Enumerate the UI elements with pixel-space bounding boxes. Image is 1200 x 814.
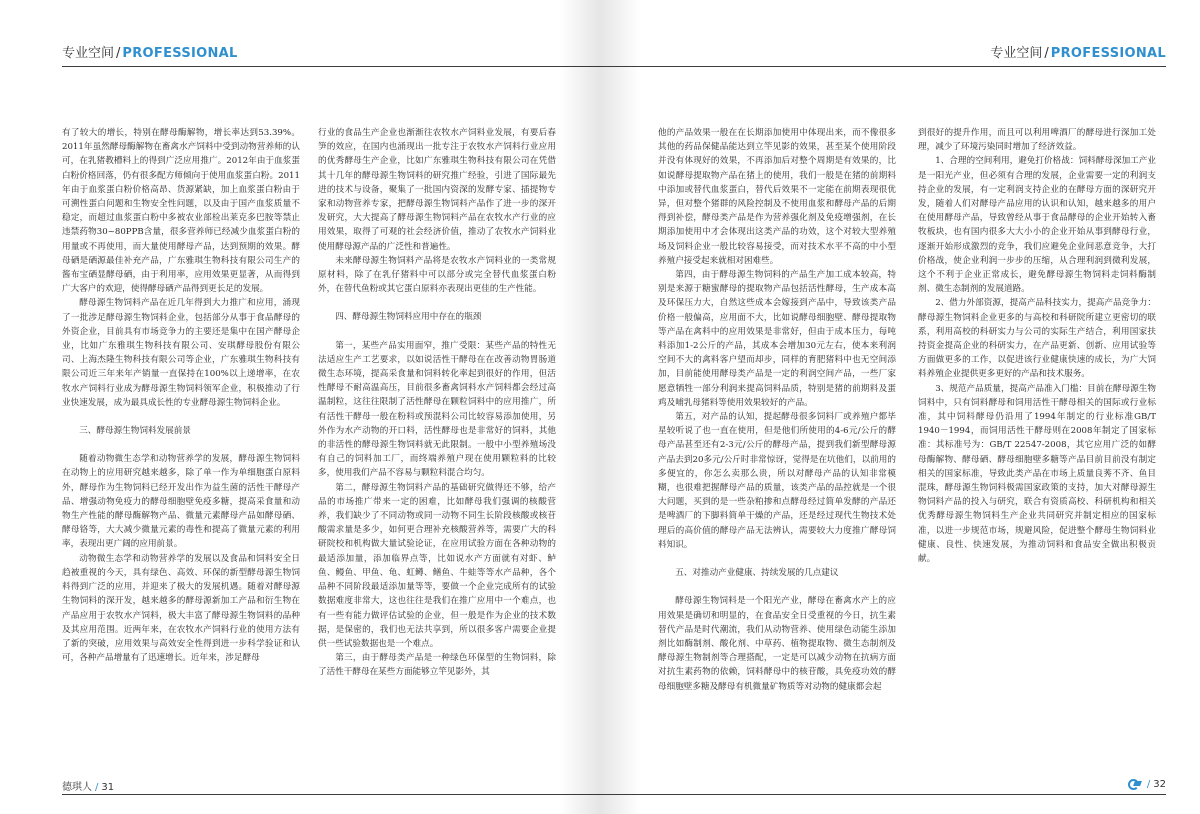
section-heading: 四、酵母源生物饲料应用中存在的瓶颈: [335, 312, 482, 323]
paragraph: 随着动物微生态学和动物营养学的发展，酵母源生物饲料在动物上的应用研究越来越多，除了单一作为单细胞蛋白原料外，酵母作为生物饲料已经开发出作为益生菌的活性干酵母产品、增强动物免疫力的酵母细胞壁免疫多糖，提高采食量和动物生产性能的酵母酶解物产品、微量元素酵母产品如酵母硒、酵母铬等，大大减少微量元素的毒性和提高了微量元素的利用率，表现出更广阔的应用前景。: [62, 454, 300, 550]
paragraph: 行业的食品生产企业也渐渐往农牧水产饲料业发展，有要后春笋的效应，在国内也涌现出一批专注于农牧水产饲料行业应用的优秀酵母生产企业，比如广东雅琪生物科技有限公司在凭借其十几年的酵母源生物饲料的研究推广经验，引进了国际最先进的技术与设备，聚集了一批国内资深的发酵专家、插提物专家和动物营养专家，把酵母源生物饲料产品作了进一步的深开发研究，大大提高了酵母源生物饲料产品在农牧水产行业的应用效果，取得了可观的社会经济价值，推动了农牧水产饲料业使用酵母源产品的广泛性和普遍性。: [318, 128, 556, 252]
header-section-en: PROFESSIONAL: [1050, 46, 1166, 61]
paragraph: 1、合理的空间利用，避免打价格战：饲料酵母深加工产业是一阳光产业，但必须有合理的发展，企业需要一定的利润支持企业的发展，有一定利润支持企业的在酵母方面的深研究开发，随着人们对酵母产品应用的认识和认知，越来越多的用户在使用酵母产品，导致曾经从事于食品酵母的企业开始转入畜牧板块，也有国内很多大大小小的企业开始从事到酵母行业，逐渐开始形成激烈的竞争，我们应避免企业间恶意竞争，大打价格战，使企业利润一步步的压缩，从合理利润到微利发展，这个不利于企业正常成长，避免酵母源生物饲料走饲料酶制剂、微生态制剂的发展道路。: [918, 156, 1156, 295]
section-heading: 三、酵母源生物饲料发展前景: [79, 426, 191, 437]
left-page-footer: [62, 778, 114, 793]
paragraph: 2、借力外部资源，提高产品科技实力，提高产品竞争力：酵母源生物饲料企业更多的与高校和科研院所建立更密切的联系，利用高校的科研实力与公司的实际生产结合，利用国家扶持资金提高企业的科研实力，在产品更新、创新、应用试验等方面做更多的工作，以促进该行业健康快速的成长，为广大饲料养殖企业提供更多更好的产品和技术服务。: [918, 298, 1156, 380]
left-page-column-2: [318, 126, 556, 680]
header-rule: [600, 66, 1166, 67]
footer-separator: /: [1146, 779, 1151, 790]
header-section-zh: 专业空间: [62, 46, 115, 61]
paragraph: 到很好的提升作用，而且可以利用啤酒厂的酵母进行深加工处理，减少了环境污染同时增加了经济效益。: [918, 128, 1156, 153]
paragraph: 第三，由于酵母类产品是一种绿色环保型的生物饲料，除了活性干酵母在某些方面能够立竿见影外，其: [318, 653, 556, 678]
paragraph: 他的产品效果一般在在长期添加使用中体现出来，而不像很多其他的药品保健品能达到立竿见影的效果，甚至某个使用阶段并没有体现好的效果，不再添加后对整个周期是有效果的，比如说酵母提取物产品在猪上的使用，我们一般是在猪的前期料中添加或替代血浆蛋白，替代后效果不一定能在前期表现很优异，但对整个猪群的风险控制及不使用血浆和酵母产品的后期得到补偿，酵母类产品是作为营养强化剂及免疫增强剂，在长期添加使用中才会体现出这类产品的功效，这个对较大型养殖场及饲料企业一般比较容易接受，而对技术水平不高的中小型养殖户接受起来就相对困难些。: [658, 128, 896, 266]
gutter-shadow: [600, 0, 640, 814]
page-number: 32: [1153, 779, 1166, 790]
right-page-footer: [1128, 778, 1166, 790]
footer-separator: /: [95, 782, 99, 793]
logo-icon: [1128, 778, 1142, 788]
header-rule: [62, 66, 600, 67]
footer-rule: [62, 794, 600, 795]
left-page-column-1: [62, 126, 300, 665]
header-separator: /: [1044, 46, 1049, 61]
paragraph: 第五，对产品的认知，提起酵母很多饲料厂或养殖户都毕星较听说了也一直在使用，但是他们所使用的4-6元/公斤的酵母产品甚至还有2-3元/公斤的酵母产品，提到我们新型酵母源产品去到20多元/公斤时非常惊讶，觉得是在坑他们，以前用的多便宜的，你怎么卖那么贵，所以对酵母产品的认知非常模糊，也很难把握酵母产品的质量，该类产品的品控就是一个很大问题，买到的是一些杂粕掺和点酵母经过简单发酵的产品还是啤酒厂的下脚料简单干燥的产品，还是经过现代生物技术处理后的高价值的酵母产品无法辨认，需要较大力度推广酵母饲料知识。: [658, 412, 896, 550]
paragraph: 第二，酵母源生物饲料产品的基础研究做得还不够，给产品的市场推广带来一定的困难，比如酵母我们强调的核酸营养，我们缺少了不同动物或同一动物不同生长阶段核酸或核苷酸需求量是多少，如何更合理补充核酸营养等，需要广大的科研院校和机构做大量试验论证，在应用试验方面在各种动物的最适添加量，添加临界点等，比如说水产方面就有对虾、鲈鱼、鳗鱼、甲鱼、龟、虹鳟、鳝鱼、牛蛙等等水产品种，各个品种不同阶段最适添加量等等，要做一个企业完成所有的试验数据难度非常大，这也往往是我们在推广应用中一个难点，也有一些有能力做评估试验的企业，但一般是作为企业的技术数据，是保密的，我们也无法共享到，所以很多客户需要企业提供一些试验数据也是一个难点。: [318, 482, 556, 649]
header-section-en: PROFESSIONAL: [122, 46, 238, 61]
left-page-header: [62, 46, 238, 62]
right-page: [600, 0, 1200, 814]
header-separator: /: [116, 46, 121, 61]
paragraph: 动物微生态学和动物营养学的发展以及食品和饲料安全日趋被重视的今天，具有绿色、高效、环保的新型酵母源生物饲料得到广泛的应用，并迎来了极大的发展机遇。随着对酵母源生物饲料的深开发，越来越多的酵母源新加工产品和衍生物在产品应用于农牧水产饲料，极大丰富了酵母源生物饲料的品种及其应用范围。近两年来，在农牧水产饲料行业的使用方法有了新的突破，应用效果与高效安全性得到进一步科学验证和认可，各种产品增量有了迅速增长。近年来，涉足酵母: [62, 553, 300, 664]
header-section-zh: 专业空间: [990, 46, 1043, 61]
paragraph: 第四，由于酵母源生物饲料的产品生产加工成本较高，特别是来源于糖蜜酵母的提取物产品包括活性酵母，生产成本高及环保压力大，自然这些成本会嫁接到产品中，导致该类产品价格一般偏高，应用面不大，比如说酵母细胞壁、酵母提取物等产品在禽料中的应用效果是非常好，但由于成本压力，每吨料添加1-2公斤的产品，其成本会增加30元左右，使本来利润空间不大的禽料客户望而却步，同样的育肥猪料中也无空间添加，目前能使用酵母类产品是一定的利润空间产品，一些厂家愿意牺牲一部分利润来提高饲料品质，特别是猪的前期料及蛋鸡及哺乳母猪料等使用效果较好的产品。: [658, 270, 896, 408]
paragraph: 酵母源生物饲料产品在近几年得到大力推广和应用，涌现了一批涉足酵母源生物饲料企业，包括部分从事于食品酵母的外资企业，目前具有市场竞争力的主要还是集中在国产酵母企业，比如广东雅琪生物科技有限公司、安琪酵母股份有限公司、上海杰隆生物科技有限公司等企业，广东雅琪生物科技有限公司近三年来年产销量一直保持在100%以上递增率，在农牧水产饲料行业成为酵母源生物饲料领军企业，积极推动了行业快速发展，成为最具成长性的专业酵母源生物饲料企业。: [62, 298, 300, 408]
paragraph: 未来酵母源生物饲料产品将是农牧水产饲料业的一类常规原材料，除了在乳仔猪料中可以部分或完全替代血浆蛋白粉外，在替代鱼粉或其它蛋白原料亦表现出更佳的生产性能。: [318, 255, 556, 295]
right-page-column-1: [658, 126, 896, 694]
paragraph: 3、规范产品质量，提高产品准入门槛：目前在酵母源生物饲料中，只有饲料酵母和饲用活性干酵母相关的国际或行业标准，其中饲料酵母仍沿用了1994年制定的行业标准GB/T 1940－1994，而饲用活性干酵母则在2008年制定了国家标准：其标准号为：GB/T 22547-2008，其它应用广泛的如酵母酶解物、酵母硒、酵母细胞壁多糖等产品目前目前没有制定相关的国家标准，导致此类产品在市场上质量良莠不齐、鱼目混珠，酵母源生物饲料极需国家政策的支持，加大对酵母源生物饲料产品的投入与研究，联合有资质高校、科研机构和相关优秀酵母源生物饲料生产企业共同研究并制定相应的国家标准，以进一步规范市场，规避风险，促进整个酵母生物饲料业健康、良性、快速发展，为推动饲料和食品安全做出积极贡献。: [918, 383, 1156, 565]
magazine-name: 德琪人: [62, 782, 92, 793]
right-page-header: [990, 46, 1166, 62]
gutter-shadow: [560, 0, 600, 814]
section-heading: 五、对推动产业健康、持续发展的几点建议: [675, 568, 839, 579]
page-number: 31: [101, 782, 115, 793]
paragraph: 有了较大的增长，特别在酵母酶解物，增长率达到53.39%。2011年虽然酵母酶解物在畜禽水产饲料中受到动物营养师的认可，在乳猪教槽料上的得到广泛应用推广。2012年由于血浆蛋白粉价格回落，仍有很多配方师倾向于使用血浆蛋白粉。2011年由于血浆蛋白粉价格高昂、货源紧缺，加上血浆蛋白粉由于可溯性蛋白问题和生物安全性问题，以及由于国产血浆质量不稳定，而超过血浆蛋白粉中多被农业部检出莱克多巴胺等禁止违禁药物30~80PPB含量，很多营养师已经减少血浆蛋白粉的用量或不再使用，而大量使用酵母产品，达到预期的效果。酵母硒是硒源最佳补充产品，广东雅琪生物科技有限公司生产的酱布宝硒显酵母硒，由于利用率，应用效果更显著，从而得到广大客户的欢迎，使得酵母硒产品得到更长足的发展。: [62, 128, 300, 295]
right-page-column-2: [918, 126, 1156, 566]
footer-rule: [600, 794, 1166, 795]
paragraph: 酵母源生物饲料是一个阳光产业，酵母在畜禽水产上的应用效果是确切和明显的，在食品安全日受重视的今日，抗生素替代产品是时代潮流，我们从动物营养、使用绿色动能生添加剂比如酶制剂、酸化剂、中草药、植物提取物、微生态制剂及酵母源生物制剂等合理搭配，一定是可以减少动物在抗病方面对抗生素药物的依赖，饲料酵母中的核苷酸，具免疫功效的酵母细胞壁多糖及酵母有机微量矿物质等对动物的健康都会起: [658, 596, 896, 692]
paragraph: 第一，某些产品实用面窄，推广受限：某些产品的特性无法适应生产工艺要求，以如说活性干酵母在在改善动物胃肠道微生态环境，提高采食量和饲料转化率起到很好的作用，但活性酵母不耐高温高压，目前很多畜禽饲料水产饲料都会经过高温制粒，这往往限制了活性酵母在颗粒饲料中的应用推广，所有活性干酵母一般在粉料或预混料公司比较容易添加使用，另外作为水产动物的开口料，活性酵母也是非常好的饲料，其他的非活性的酵母源生物饲料就无此限制。一般中小型养殖场没有自己的饲料加工厂，而终端养殖户现在使用颗粒料的比较多，使用我们产品不容易与颗粒料混合均匀。: [318, 340, 556, 479]
